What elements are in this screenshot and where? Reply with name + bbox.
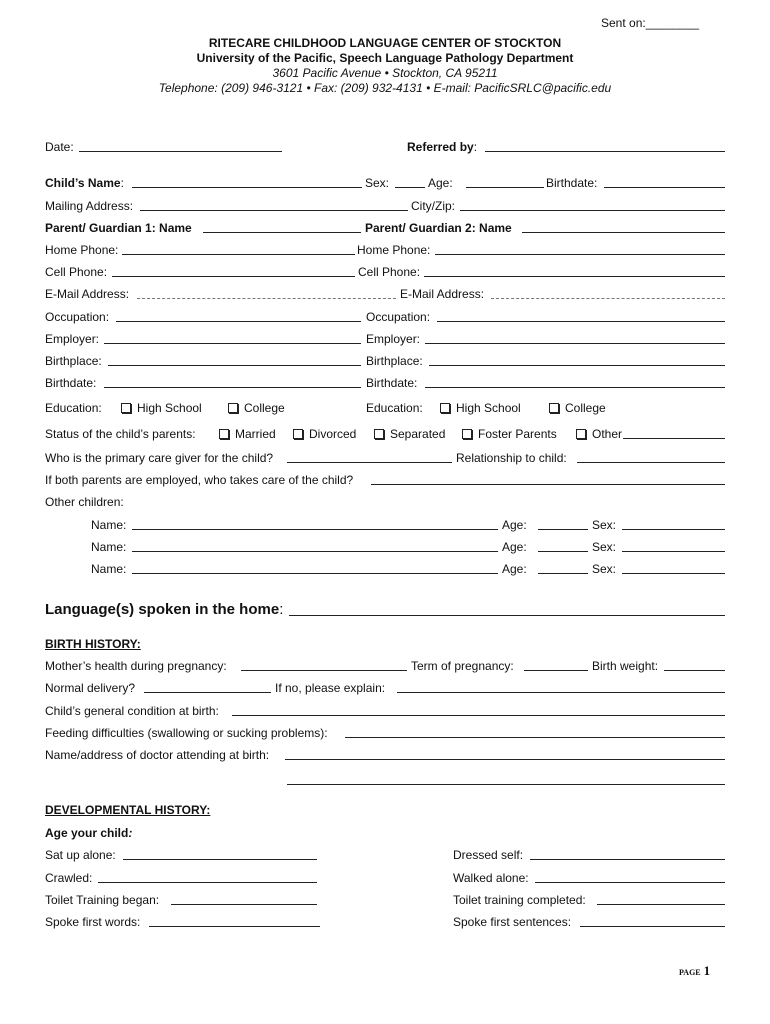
sat-up-label: Sat up alone: [45,848,116,862]
feeding-field[interactable] [345,737,725,738]
other-child-name-field[interactable] [132,551,498,552]
referred-field[interactable] [485,151,725,152]
date-label: Date: [45,140,74,154]
parent1-home-phone-label: Home Phone: [45,243,119,257]
checkbox-icon [219,429,229,439]
crawled-field[interactable] [98,882,317,883]
sat-up-field[interactable] [123,859,317,860]
email-row [0,286,770,302]
checkbox-icon [462,429,472,439]
language-row [0,600,770,620]
doctor-field-2[interactable] [287,784,725,785]
birth-weight-field[interactable] [664,670,725,671]
parent2-home-phone-field[interactable] [435,254,725,255]
parent1-cell-phone-field[interactable] [112,276,355,277]
dressed-label: Dressed self: [453,848,524,862]
parent2-name-field[interactable] [522,232,725,233]
other-child-sex-field[interactable] [622,551,725,552]
age-label: Age: [428,176,453,190]
walked-field[interactable] [535,882,725,883]
foster-option[interactable]: Foster Parents [462,426,557,442]
mailing-label: Mailing Address: [45,199,134,213]
checkbox-icon [293,429,303,439]
employed-label: If both parents are employed, who takes care of the child? [45,473,354,487]
parent1-name-field[interactable] [203,232,361,233]
cityzip-label: City/Zip: [411,199,456,213]
home-phone-row [0,242,770,258]
primary-care-field[interactable] [287,462,452,463]
parent1-birthdate-field[interactable] [104,387,361,388]
dept-title: University of the Pacific, Speech Language Pathology Department [196,51,574,65]
other-child-sex-field[interactable] [622,529,725,530]
first-words-field[interactable] [149,926,320,927]
normal-delivery-label: Normal delivery? [45,681,136,695]
other-child-name-label: Name: [91,518,127,532]
dev-row [0,892,770,908]
feeding-label: Feeding difficulties (swallowing or sucking problems): [45,726,328,740]
child-name-label: Child’s Name: [45,176,124,190]
developmental-history-title: DEVELOPMENTAL HISTORY: [45,803,211,817]
mailing-field[interactable] [140,210,408,211]
parent2-birthdate-label: Birthdate: [366,376,418,390]
language-label: Language(s) spoken in the home: [45,601,284,618]
other-option[interactable]: Other [576,426,622,442]
age-your-child-label: Age your child: [45,826,133,840]
checkbox-icon [576,429,586,439]
condition-label: Child’s general condition at birth: [45,704,219,718]
parent2-cell-phone-field[interactable] [424,276,725,277]
language-field[interactable] [289,615,725,616]
parent2-employer-label: Employer: [366,332,421,346]
divorced-option[interactable]: Divorced [293,426,356,442]
sent-on: Sent on:________ [601,16,700,30]
parent1-college-option[interactable]: College [228,400,285,416]
org-address: 3601 Pacific Avenue • Stockton, CA 95211 [272,66,498,80]
cell-phone-row [0,264,770,280]
other-children-label: Other children: [45,495,124,509]
primary-care-label: Who is the primary care giver for the child? [45,451,274,465]
other-child-row [0,539,770,555]
checkbox-icon [374,429,384,439]
parent2-name-label: Parent/ Guardian 2: Name [365,221,512,235]
checkbox-icon [228,403,238,413]
dev-row [0,914,770,930]
dev-row [0,847,770,863]
toilet-completed-field[interactable] [597,904,725,905]
other-child-age-field[interactable] [538,529,588,530]
occupation-row [0,309,770,325]
date-row [0,139,770,155]
married-option[interactable]: Married [219,426,276,442]
condition-field[interactable] [232,715,725,716]
condition-row [0,703,770,719]
walked-label: Walked alone: [453,871,529,885]
org-title: RITECARE CHILDHOOD LANGUAGE CENTER OF STOCKTON [208,36,562,50]
parent2-high-school-option[interactable]: High School [440,400,521,416]
org-contact: Telephone: (209) 946-3121 • Fax: (209) 932-4131 • E-mail: PacificSRLC@pacific.edu [158,81,612,95]
status-row [0,426,770,442]
toilet-completed-label: Toilet training completed: [453,893,586,907]
parent1-birthplace-field[interactable] [108,365,361,366]
other-child-age-label: Age: [502,540,527,554]
date-field[interactable] [79,151,282,152]
dressed-field[interactable] [530,859,725,860]
employed-field[interactable] [371,484,725,485]
other-child-sex-label: Sex: [592,540,617,554]
parent2-college-option[interactable]: College [549,400,606,416]
separated-option[interactable]: Separated [374,426,445,442]
child-name-field[interactable] [132,187,362,188]
other-child-age-field[interactable] [538,551,588,552]
explain-field[interactable] [397,692,725,693]
parent2-employer-field[interactable] [425,343,725,344]
parent1-home-phone-field[interactable] [122,254,355,255]
term-field[interactable] [524,670,588,671]
parent2-birthdate-field[interactable] [425,387,725,388]
normal-delivery-field[interactable] [144,692,271,693]
other-child-sex-label: Sex: [592,518,617,532]
checkbox-icon [121,403,131,413]
parent1-high-school-option[interactable]: High School [121,400,202,416]
doctor-row-2 [0,772,770,788]
child-name-row [0,175,770,191]
primary-care-row [0,450,770,466]
doctor-field[interactable] [285,759,725,760]
parent1-employer-label: Employer: [45,332,100,346]
parent1-email-field[interactable] [137,298,396,299]
parent1-birthdate-label: Birthdate: [45,376,97,390]
parent2-birthplace-label: Birthplace: [366,354,423,368]
toilet-began-label: Toilet Training began: [45,893,160,907]
parent1-employer-field[interactable] [104,343,361,344]
employed-row [0,472,770,488]
parent-name-row [0,220,770,236]
status-label: Status of the child’s parents: [45,427,196,441]
toilet-began-field[interactable] [171,904,317,905]
checkbox-icon [440,403,450,413]
other-child-age-label: Age: [502,518,527,532]
mailing-row [0,198,770,214]
mothers-health-row [0,658,770,674]
sex-label: Sex: [365,176,390,190]
other-child-name-label: Name: [91,562,127,576]
parent1-occupation-label: Occupation: [45,310,110,324]
age-field[interactable] [466,187,544,188]
parent2-email-field[interactable] [491,298,725,299]
first-sentences-label: Spoke first sentences: [453,915,572,929]
relationship-label: Relationship to child: [456,451,567,465]
parent2-home-phone-label: Home Phone: [357,243,431,257]
parent1-occupation-field[interactable] [116,321,361,322]
normal-delivery-row [0,680,770,696]
birth-weight-label: Birth weight: [592,659,659,673]
parent2-cell-phone-label: Cell Phone: [358,265,421,279]
employer-row [0,331,770,347]
parent1-cell-phone-label: Cell Phone: [45,265,108,279]
education-row [0,400,770,416]
birthdate-label: Birthdate: [546,176,598,190]
other-child-sex-field[interactable] [622,573,725,574]
parent2-occupation-label: Occupation: [366,310,431,324]
dev-row [0,870,770,886]
other-child-age-field[interactable] [538,573,588,574]
parent1-name-label: Parent/ Guardian 1: Name [45,221,192,235]
parent1-education-label: Education: [45,401,102,415]
birthplace-row [0,353,770,369]
parent1-birthplace-label: Birthplace: [45,354,102,368]
other-field[interactable] [623,438,725,439]
first-words-label: Spoke first words: [45,915,141,929]
cityzip-field[interactable] [460,210,725,211]
other-child-row [0,517,770,533]
page-number: PAGE 1 [679,963,711,978]
term-label: Term of pregnancy: [411,659,514,673]
doctor-row [0,747,770,763]
doctor-label: Name/address of doctor attending at birth: [45,748,270,762]
other-child-row [0,561,770,577]
other-child-name-label: Name: [91,540,127,554]
explain-label: If no, please explain: [275,681,386,695]
referred-label: Referred by: [407,140,478,154]
birthdate-field[interactable] [604,187,725,188]
parent2-email-label: E-Mail Address: [400,287,485,301]
mothers-health-field[interactable] [241,670,407,671]
other-child-sex-label: Sex: [592,562,617,576]
mothers-health-label: Mother’s health during pregnancy: [45,659,227,673]
parent2-birthplace-field[interactable] [429,365,725,366]
first-sentences-field[interactable] [580,926,725,927]
other-child-age-label: Age: [502,562,527,576]
sex-field[interactable] [395,187,425,188]
checkbox-icon [549,403,559,413]
parent2-occupation-field[interactable] [437,321,725,322]
birth-history-title: BIRTH HISTORY: [45,637,141,651]
feeding-row [0,725,770,741]
other-child-name-field[interactable] [132,573,498,574]
parent1-email-label: E-Mail Address: [45,287,130,301]
other-child-name-field[interactable] [132,529,498,530]
relationship-field[interactable] [577,462,725,463]
parent2-education-label: Education: [366,401,423,415]
parent-birthdate-row [0,375,770,391]
crawled-label: Crawled: [45,871,93,885]
